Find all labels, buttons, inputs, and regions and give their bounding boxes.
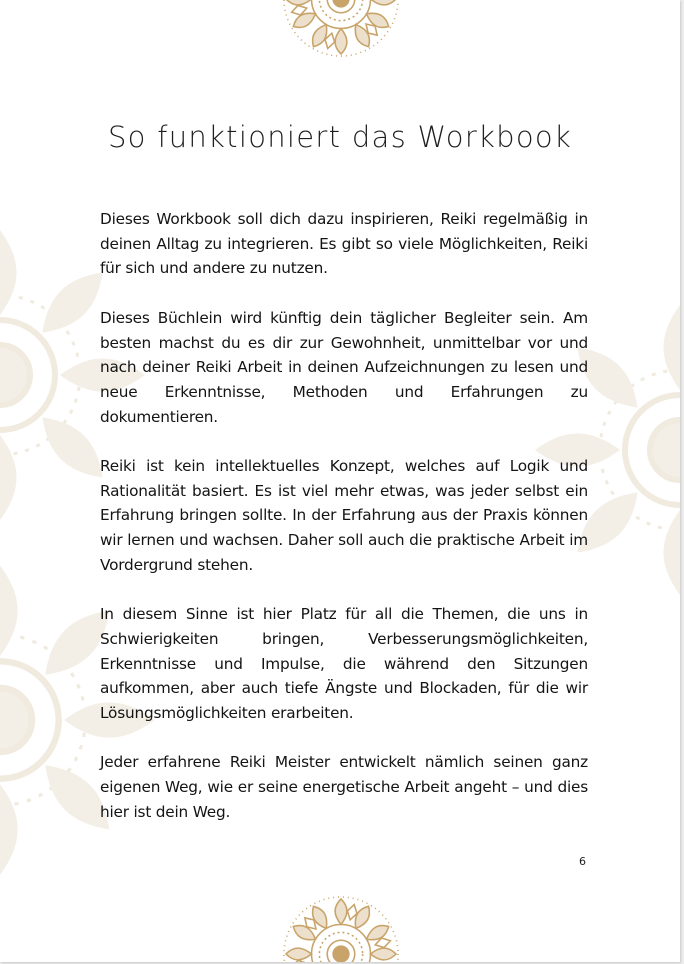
paragraph: Reiki ist kein intellektuelles Konzept, welches auf Logik und Rationalität basiert. Es ist viel mehr etwas, was jeder selbst ein Erfahrung bringen sollte. In der Erfahrung aus der Praxis können wir lernen und wachsen. Daher soll auch die praktische Arbeit im Vordergrund stehen. bbox=[100, 457, 588, 574]
paragraph: In diesem Sinne ist hier Platz für all die Themen, die uns in Schwierigkeiten bringen, Verbesserungsmöglichkeiten, Erkenntnisse und Impulse, die während den Sitzungen aufkommen, aber auch tiefe Ängste und Blockaden, für die wir Lösungsmöglichkeiten erarbeiten. bbox=[100, 605, 588, 723]
body-text bbox=[100, 207, 588, 849]
page-title: So funktioniert das Workbook bbox=[107, 120, 573, 154]
mandala-ornament-icon bbox=[282, 895, 400, 962]
page-number: 6 bbox=[579, 855, 586, 868]
paragraph: Dieses Workbook soll dich dazu inspirieren, Reiki regelmäßig in deinen Alltag zu integrieren. Es gibt so viele Möglichkeiten, Reiki für sich und andere zu nutzen. bbox=[100, 210, 588, 278]
paragraph: Dieses Büchlein wird künftig dein täglicher Begleiter sein. Am besten machst du es dir zur Gewohnheit, unmittelbar vor und nach deiner Reiki Arbeit in deinen Aufzeichnungen zu lesen und neue Erkenntnisse, Methoden und Erfahrungen zu dokumentieren. bbox=[100, 308, 588, 426]
paragraph: Jeder erfahrene Reiki Meister entwickelt nämlich seinen ganz eigenen Weg, wie er seine energetische Arbeit angeht – und dies hier ist dein Weg. bbox=[100, 753, 588, 821]
mandala-ornament-icon bbox=[282, 0, 400, 58]
